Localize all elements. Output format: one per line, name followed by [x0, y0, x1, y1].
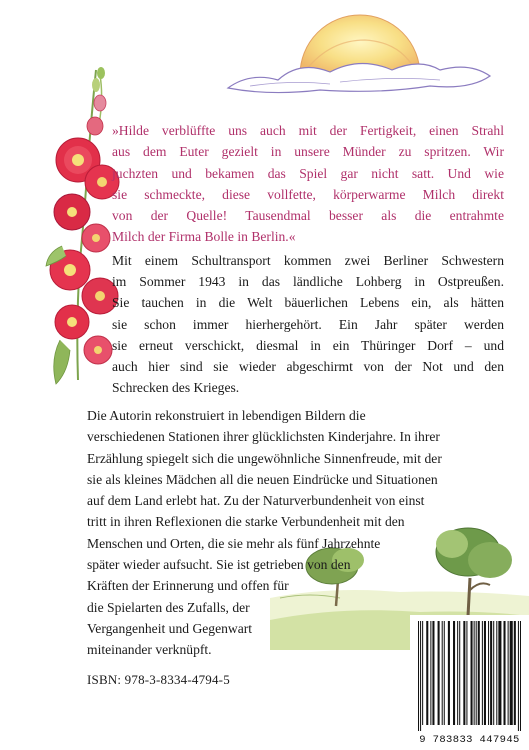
hollyhock-illustration	[46, 67, 119, 384]
barcode-bar	[498, 621, 501, 725]
description-line: verschiedenen Stationen ihrer glücklichsten Kinderjahre. In ihrer	[87, 429, 440, 445]
description-line: Kräften der Erinnerung und offen für	[87, 578, 289, 594]
barcode-bar	[420, 621, 421, 731]
quote-line: »Hilde verblüffte uns auch mit der Fertigkeit, einen Strahl	[112, 123, 504, 138]
barcode-bar	[496, 621, 497, 725]
barcode-bar	[422, 621, 423, 725]
barcode-bar	[488, 621, 489, 725]
barcode-bar	[448, 621, 450, 725]
barcode-bar	[520, 621, 521, 731]
intro-line: Mit einem Schultransport kommen zwei Berliner Schwestern	[112, 253, 504, 268]
intro-paragraph	[112, 250, 504, 398]
intro-line: Schrecken des Krieges.	[112, 380, 240, 396]
barcode-bar	[510, 621, 513, 725]
barcode-bar	[466, 621, 467, 725]
description-line: auf dem Land erlebt hat. Zu der Naturverbundenheit von einst	[87, 493, 425, 509]
description-line: sie als kleines Mädchen all die neuen Eindrücke und Situationen	[87, 471, 438, 487]
barcode-bar	[457, 621, 458, 725]
description-line: Erzählung spiegelt sich die ungewöhnliche Sinnenfreude, mit der	[87, 450, 442, 466]
intro-line: sie erneut verschickt, diesmal in ein Thüringer Dorf – und	[112, 337, 504, 353]
description-line: Menschen und Orten, die sie mehr als fünf Jahrzehnte	[87, 535, 381, 551]
description-line: miteinander verknüpft.	[87, 642, 212, 658]
barcode-bar	[471, 621, 473, 725]
barcode-bar	[459, 621, 460, 725]
barcode-bar	[438, 621, 440, 725]
barcode-bar	[442, 621, 443, 725]
barcode-bar	[463, 621, 465, 725]
barcode	[410, 615, 529, 750]
barcode-bar	[482, 621, 483, 725]
barcode-bar	[508, 621, 509, 725]
barcode-bar	[476, 621, 477, 725]
barcode-bar	[518, 621, 519, 731]
barcode-bar	[444, 621, 445, 725]
barcode-bar	[490, 621, 492, 725]
quote-line: aus dem Euter gezielt in unsere Münder zu spritzen. Wir	[112, 144, 504, 160]
barcode-bar	[493, 621, 494, 725]
intro-line: im Sommer 1943 in das ländliche Lohberg in Ostpreußen.	[112, 274, 504, 290]
quote-line: sie schmeckte, diese vollfette, körperwarme Milch direkt	[112, 186, 504, 202]
barcode-number: 9 783833 447945	[419, 734, 520, 746]
isbn-text: ISBN: 978-3-8334-4794-5	[87, 672, 230, 687]
barcode-bar	[418, 621, 419, 731]
sun-cloud-illustration	[228, 15, 490, 93]
barcode-bar	[453, 621, 455, 725]
description-line: Die Autorin rekonstruiert in lebendigen Bildern die	[87, 408, 366, 423]
description-line: die Spielarten des Zufalls, der	[87, 599, 250, 615]
barcode-bar	[474, 621, 475, 725]
barcode-bar	[426, 621, 428, 725]
quote-line: von der Quelle! Tausendmal besser als die entrahmte	[112, 208, 504, 224]
intro-line: sie schon immer hierhergehört. Ein Jahr später werden	[112, 316, 504, 332]
intro-line: Sie tauchen in die Welt bäuerlichen Lebens ein, als hätten	[112, 295, 504, 311]
intro-line: auch hier sind sie wieder abgeschirmt von der Not und den	[112, 359, 504, 375]
description-line: Vergangenheit und Gegenwart	[87, 620, 253, 636]
barcode-bar	[432, 621, 434, 725]
quote-block	[112, 120, 504, 248]
quote-line: Milch der Firma Bolle in Berlin.«	[112, 229, 296, 245]
description-line: tritt in ihren Reflexionen die starke Verbundenheit mit den	[87, 514, 405, 530]
quote-line: juchzten und bekamen das Spiel gar nicht satt. Und wie	[112, 165, 504, 181]
barcode-bar	[484, 621, 486, 725]
barcode-bar	[430, 621, 431, 725]
barcode-bar	[514, 621, 516, 725]
description-line: später wieder aufsucht. Sie ist getrieben von den	[87, 557, 351, 573]
barcode-bars	[410, 615, 529, 733]
barcode-bar	[503, 621, 505, 725]
barcode-bar	[478, 621, 480, 725]
